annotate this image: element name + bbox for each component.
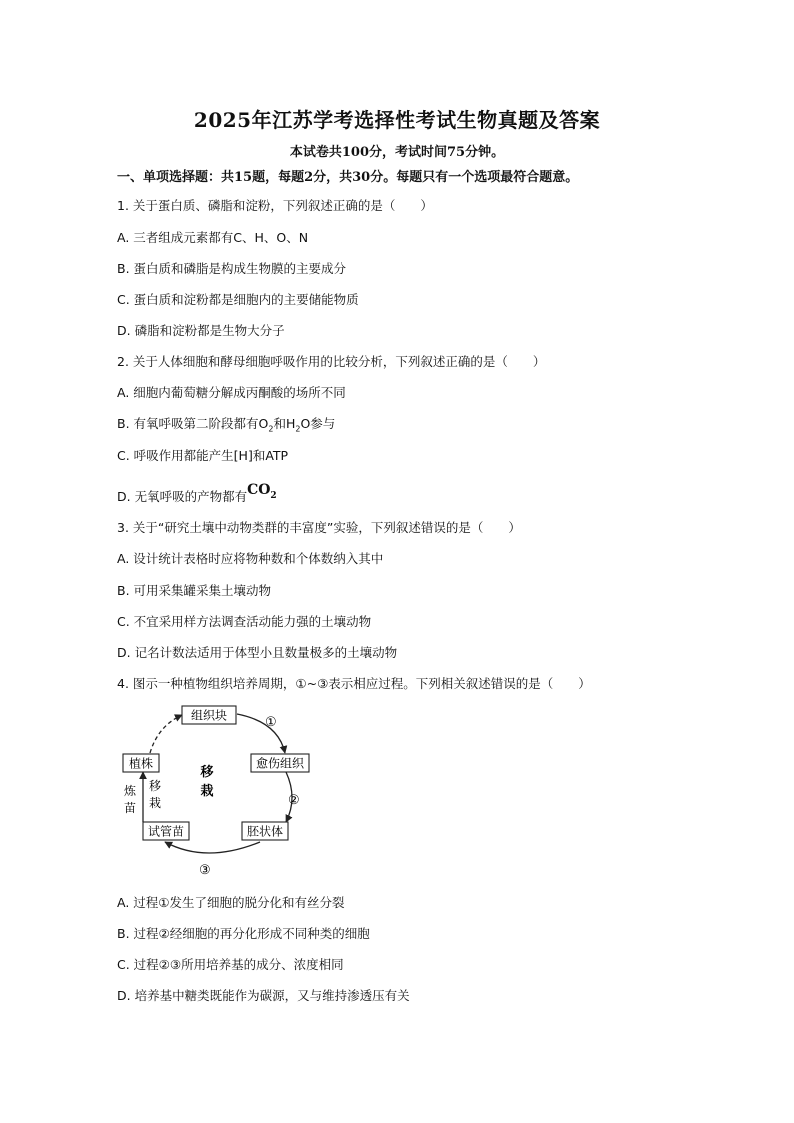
- q4-option-c: C. 过程②③所用培养基的成分、浓度相同: [117, 957, 344, 972]
- exam-subtitle: 本试卷共100分，考试时间75分钟。: [289, 145, 505, 160]
- q2-b-sub1: 2: [268, 424, 274, 434]
- q2-stem: 2. 关于人体细胞和酵母细胞呼吸作用的比较分析，下列叙述正确的是（ ）: [117, 354, 546, 369]
- q2-option-d: [117, 482, 277, 508]
- left-label-b2: 栽: [148, 796, 162, 810]
- label-step-2: ②: [288, 793, 300, 808]
- svg-text:组织块: 组织块: [190, 708, 228, 723]
- node-tissue-block: [182, 706, 236, 724]
- q3-option-a: A. 设计统计表格时应将物种数和个体数纳入其中: [117, 551, 384, 566]
- center-label-2: 栽: [200, 784, 214, 799]
- q2-d-pre: D. 无氧呼吸的产物都有: [117, 489, 248, 504]
- section-heading: 一、单项选择题：共15题，每题2分，共30分。每题只有一个选项最符合题意。: [117, 170, 579, 185]
- q4-option-b: B. 过程②经细胞的再分化形成不同种类的细胞: [117, 926, 370, 941]
- left-label-a1: 炼: [123, 784, 137, 798]
- svg-text:植株: 植株: [128, 756, 154, 771]
- svg-text:愈伤组织: 愈伤组织: [255, 756, 305, 771]
- q3-option-d: D. 记名计数法适用于体型小且数量极多的土壤动物: [117, 645, 398, 660]
- q2-b-sub2: 2: [295, 424, 301, 434]
- q4-option-d: D. 培养基中糖类既能作为碳源，又与维持渗透压有关: [117, 988, 410, 1003]
- q2-d-sub: 2: [270, 490, 277, 501]
- label-step-3: ③: [199, 863, 211, 878]
- q2-b-post: O参与: [300, 416, 336, 431]
- q2-option-a: A. 细胞内葡萄糖分解成丙酮酸的场所不同: [117, 385, 346, 400]
- q4-option-a: A. 过程①发生了细胞的脱分化和有丝分裂: [117, 895, 345, 910]
- arc-step-3: [165, 842, 260, 853]
- exam-title: 2025年江苏学考选择性考试生物真题及答案: [193, 108, 601, 132]
- svg-text:胚状体: 胚状体: [246, 824, 284, 839]
- q4-stem: 4. 图示一种植物组织培养周期，①~③表示相应过程。下列相关叙述错误的是（ ）: [117, 676, 591, 691]
- q2-d-co2: [247, 482, 277, 501]
- arc-step-1: [237, 714, 285, 753]
- q2-d-co: CO: [247, 482, 271, 498]
- q2-b-pre: B. 有氧呼吸第二阶段都有O: [117, 416, 269, 431]
- q1-option-c: C. 蛋白质和淀粉都是细胞内的主要储能物质: [117, 292, 359, 307]
- q3-option-c: C. 不宜采用样方法调查活动能力强的土壤动物: [117, 614, 372, 629]
- q2-option-b: [117, 414, 335, 434]
- q2-option-c: C. 呼吸作用都能产生[H]和ATP: [117, 448, 289, 463]
- label-step-1: ①: [265, 715, 277, 730]
- svg-text:试管苗: 试管苗: [147, 824, 185, 839]
- q1-option-d: D. 磷脂和淀粉都是生物大分子: [117, 323, 285, 338]
- q3-stem: 3. 关于“研究土壤中动物类群的丰富度”实验，下列叙述错误的是（ ）: [117, 520, 521, 535]
- q2-b-mid: 和H: [273, 416, 296, 431]
- q3-option-b: B. 可用采集罐采集土壤动物: [117, 583, 272, 598]
- left-label-a2: 苗: [123, 801, 137, 815]
- arc-dashed: [150, 715, 182, 753]
- tissue-culture-cycle-diagram: [110, 700, 320, 880]
- center-label-1: 移: [200, 765, 214, 780]
- node-test-tube-seedling: [143, 822, 189, 840]
- q1-stem: 1. 关于蛋白质、磷脂和淀粉，下列叙述正确的是（ ）: [117, 198, 433, 213]
- left-label-b1: 移: [148, 779, 162, 793]
- node-plant: [123, 754, 159, 772]
- q1-option-b: B. 蛋白质和磷脂是构成生物膜的主要成分: [117, 261, 347, 276]
- node-embryoid: [242, 822, 288, 840]
- node-callus: [251, 754, 309, 772]
- q1-option-a: A. 三者组成元素都有C、H、O、N: [117, 230, 309, 245]
